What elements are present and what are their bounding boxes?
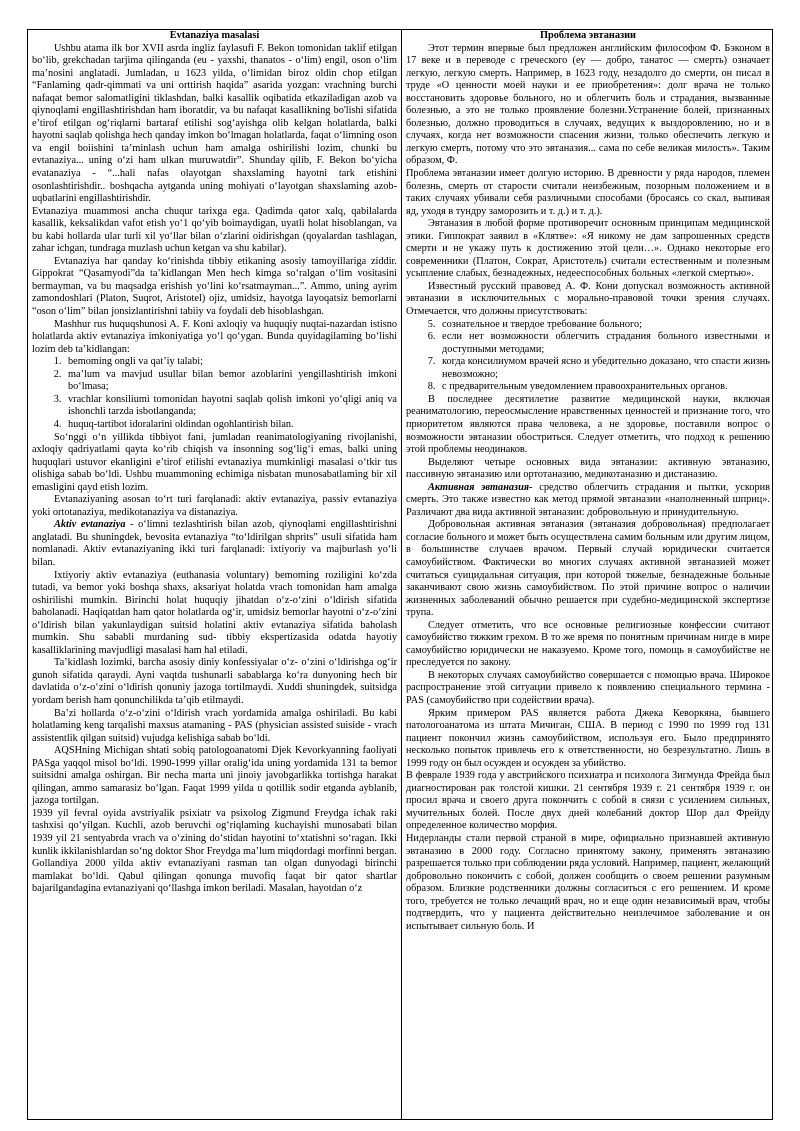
paragraph: В некоторых случаях самоубийство совершается с помощью врача. Широкое распространение этой ситуации привело к появлению специального термина - PAS (самоубийство при содействии врача). <box>406 669 770 706</box>
term-active-euthanasia: Активная эвтаназия- <box>428 481 533 493</box>
paragraph-text: - o‘limni tezlashtirish bilan azob, qiynoqlami engillashtirishni anglatadi. Bu shuningdek, bevosita evtanaziya “to‘ldirilgan shprits” usuli sifatida ham nomlanadi. Aktiv evtanaziyaning ikki turi farqlanadi: ixtiyoriy va majburlash yo‘li bilan. <box>32 519 397 568</box>
paragraph: Evtanaziyaning asosan to‘rt turi farqlanadi: aktiv evtanaziya, passiv evtanaziya yoki ortotanaziya, medikotanaziya va distanaziya. <box>32 494 397 518</box>
russian-column <box>402 30 773 1119</box>
paragraph: So‘nggi o‘n yillikda tibbiyot fani, jumladan reanimatologiyaning rivojlanishi, axloqiy qadriyatlami qayta ko‘rib chiqish va insonning sog‘lig‘i emas, balki uning huquqlari ustuvor ekanligini e’tirof etilishi evtanaziya mumkinligi masalasi o‘tkir tus olishiga sabab bo‘ldi. Ushbu muammoning echimiga nisbatan munosabatlaming bir xil emasligini qayd etish lozim. <box>32 431 397 493</box>
paragraph: В последнее десятилетие развитие медицинской науки, включая реаниматологию, переосмысление нравственных ценностей и признание того, что приоритетом являются права человека, а не здоровье, поставили вопрос о возможности эвтаназии обостриться. Следует отметить, что подход к решению этой проблемы неодинаков. <box>406 393 770 456</box>
paragraph: Ixtiyoriy aktiv evtanaziya (euthanasia voluntary) bemoming roziligini ko‘zda tutadi, va bemor yoki boshqa shaxs, aksariyat holatda vrach tomonidan ham amalga oshirilishi mumkin. Birinchi holat huquqiy jihatdan o‘z-o‘zini o‘ldirish sifatida baholanadi. Haqiqatdan ham qator holatlarda og‘ir, umidsiz bemorlar hayotni o‘z-o‘zini o‘ldirish bilan yakunlaydigan suitsid holatini aktiv evtanaziya sifatida baholash mumkin. Shu sababli murdaning sud- tibbiy ekspertizasida odatda hayotiy kasalliklarining mavjudligi masalasi ham hal etiladi. <box>32 569 397 656</box>
paragraph: Gollandiya 2000 yilda aktiv evtanaziyani rasman tan olgan dunyodagi birinchi mamlakat bo‘ldi. Qabul qilingan qonunga muvofiq faqat bir qator shartlar bajarilgandagina evtanaziyani qo‘llashga imkon beriladi. Masalan, hayotdan o‘z <box>32 858 397 895</box>
paragraph-text: средство облегчить страдания и пытки, ускорив смерть. Это также известно как метод прямой эвтаназии «наполненный шприц». Различают два вида активной эвтаназии: добровольную и принудительную. <box>406 481 771 518</box>
uzbek-title: Evtanaziya masalasi <box>169 30 260 41</box>
paragraph: Этот термин впервые был предложен английским философом Ф. Бэконом в 17 веке и в переводе с греческого (еу — добро, танатос — смерть) означает легкую, легкую смерть. Например, в 1623 году, незадолго до смерти, он писал в труде «О ценности моей науки и ее приобретения»: долг врача не только восстановить здоровье больного, но и облегчить боль и страдания, вызванные болезнью, а это не только проявление болезни.Устранение болей, признанных болезнью, должно проводиться в случаях, ведущих к выздоровлению, но и в случаях, когда нет возможности спасения жизни, только обеспечить легкую и легкую смерть, потому что это эвтаназия... сама по себе великая милость». Таким образом, Ф. <box>406 42 770 167</box>
paragraph: Нидерланды стали первой страной в мире, официально признавшей активную эвтаназию в 2000 году. Согласно принятому закону, применять эвтаназию разрешается только при соблюдении ряда условий. Например, пациент, желающий добровольно покончить с собой, должен сообщить о своем решении разумным образом. Близкие родственники должны согласиться с его решением. И кроме того, требуется не только лечащий врач, но и еще один независимый врач, чтобы подтвердить, что у пациента действительно неизлечимое заболевание и он испытывает сильную боль. И <box>406 833 770 932</box>
russian-title: Проблема эвтаназии <box>540 30 636 41</box>
paragraph: Ushbu atama ilk bor XVII asrda ingliz faylasufi F. Bekon tomonidan taklif etilgan bo‘lib, grekchadan tarjima qilinganda (eu - yaxshi, thanatos - o‘lim) engil, oson o‘lim ma’nosini anglatadi. Jumladan, u 1623 yilda, o‘limidan biroz oldin chop etilgan “Fanlaming qadr-qimmati va uni orttirish haqida” asarida yozgan: vrachning burchi nafaqat bemor salomatligini tiklashdan, balki kasallik oqibatida etkaziladigan azob va qiynoqlami engillashtirishdan ham iboratdir, va bu nafaqat kasallikning bo'lishi sifatida e’tirof etilgan og‘riqlarni bartaraf etilishi sog‘ayishga olib kelgan holatlarda, balki hayotni saqlab qolishga hech qanday imkon bo‘lmagan holatlarda, faqat o‘limning oson va engil boiishini ta’minlash uchun ham amalga oshirilishi lozim, chunki bu evtanaziya... uning o‘zi ham ulkan muruwatdir”. Shunday qilib, F. Bekon bo‘yicha evatanaziya - “...hali nafas olayotgan shaxslaming hayotni tark etishini osonlashtirishdir.. boshqacha aytganda uning mohiyati o‘layotgan shaxslaming azob- uqbatlarini engillashtirishdir. <box>32 42 397 205</box>
paragraph: Выделяют четыре основных вида эвтаназии: активную эвтаназию, пассивную эвтаназию или ортотаназию, медикотаназию и дистаназию. <box>406 456 770 481</box>
conditions-list <box>406 319 770 394</box>
list-item: 6. если нет возможности облегчить страдания больного известными и доступными методами; <box>438 331 770 356</box>
paragraph: Известный русский правовед А. Ф. Кони допускал возможность активной эвтаназии в исключительных с морально-правовой точки зрения случаях. Отмечается, что должны присутствовать: <box>406 280 770 318</box>
conditions-list <box>32 356 397 431</box>
list-item: 8. с предварительным уведомлением правоохранительных органов. <box>438 381 770 394</box>
paragraph: Ba’zi hollarda o‘z-o‘zini o‘ldirish vrach yordamida amalga oshiriladi. Bu kabi holatlaming keng tarqalishi maxsus atamaning - PAS (physician assisted suiside - vrach assistentlik qilgan suitsid) vujudga kelishiga sabab bo‘ldi. <box>32 707 397 744</box>
paragraph: Evtanaziya har qanday ko‘rinishda tibbiy etikaning asosiy tamoyillariga ziddir. Gippokrat “Qasamyodi”da ta’kidlangan Men hech kimga so‘ralgan o‘lim vositasini bermayman, va bu maqsadga erishish yo‘lini ko‘rsatmayman...”. Ammo, uning ayrim zamondoshlari (Platon, Suqrot, Aristotel) ojiz, umidsiz, hayotga layoqatsiz bemorlarni “oson o‘lim” bilan jonsizlantirishni tabiiy va foydali deb hisoblashgan. <box>32 255 397 318</box>
paragraph <box>32 519 397 569</box>
paragraph <box>406 482 770 520</box>
paragraph: Проблема эвтаназии имеет долгую историю. В древности у ряда народов, племен болезнь, смерть от старости считали неизбежным, позорным положением и в таких случаях убивали себя различными способами (бросаясь со скал, выпивая яд, уходя в тундру заморозить и т. д.) и т. д.). <box>406 168 770 217</box>
paragraph: Эвтаназия в любой форме противоречит основным принципам медицинской этики. Гиппократ заявил в «Клятве»: «Я никому не дам запрошенных средств смерти и не укажу путь к достижению этой цели…». Однако некоторые его современники (Платон, Сократ, Аристотель) считали естественным и полезным усыпление слабых, безнадежных, недееспособных больных «легкой смертью». <box>406 218 770 280</box>
paragraph: Следует отметить, что все основные религиозные конфессии считают самоубийство тяжким грехом. В то же время по понятным причинам нигде в мире самоубийство юридически не наказуемо. Кроме того, помощь в самоубийстве не преследуется по закону. <box>406 619 770 669</box>
paragraph: AQSHning Michigan shtati sobiq patologoanatomi Djek Kevorkyanning faoliyati PASga yaqqol misol bo‘ldi. 1990-1999 yillar oralig‘ida uning yordamida 131 ta bemor suitsidni amalga oshirgan. Bir necha marta uni jinoiy javobgarlikka tortishga harakat qilingan, ammo samarasiz bo‘lgan. Faqat 1999 yilda u qotillik sodir etganda ayblanib, jazoga tortilgan. <box>32 745 397 807</box>
paragraph: Mashhur rus huquqshunosi A. F. Koni axloqiy va huquqiy nuqtai-nazardan istisno holatlarda aktiv evtanaziya imkoniyatiga yo‘l qo‘ygan. Bunda quyidagilaming bo‘lishi lozim deb ta’kidlangan: <box>32 318 397 355</box>
list-item: 2. ma’lum va mavjud usullar bilan bemor azoblarini yengillashtirish imkoni bo‘lmasa; <box>64 369 397 394</box>
term-active-euthanasia: Aktiv evtanaziya <box>54 519 126 531</box>
paragraph: Evtanaziya muammosi ancha chuqur tarixga ega. Qadimda qator xalq, qabilalarda kasallik, keksalikdan vafot etish yo‘1 qo‘yib boimaydigan, uyatli holat hisoblangan, va bu kabi hollarda ular turli xil yo‘llar bilan o‘zlarini oidirishgan (qoyalardan tashlagan, zahar ichgan, tundraga muzlash uchun ketgan va shu kabilar). <box>32 205 397 255</box>
two-column-document <box>27 29 773 1120</box>
list-item: 1. bemoming ongli va qat’iy talabi; <box>64 356 397 369</box>
list-item: 3. vrachlar konsiliumi tomonidan hayotni saqlab qolish imkoni yo‘qligi aniq va ishonchli tarzda isbotlanganda; <box>64 394 397 419</box>
list-item: 4. huquq-tartibot idoralarini oldindan ogohlantirish bilan. <box>64 419 397 432</box>
paragraph: Ярким примером PAS является работа Джека Кеворкяна, бывшего патологоанатома из штата Мичиган, США. В период с 1990 по 1999 год 131 пациент покончил жизнь самоубийством, используя его. Было предпринято несколько попыток привлечь его к ответственности, но безрезультатно. Лишь в 1999 году он был осужден и осужден за убийство. <box>406 707 770 769</box>
uzbek-column <box>28 30 402 1119</box>
paragraph: Добровольная активная эвтаназия (эвтаназия добровольная) предполагает согласие больного и может быть осуществлена самим больным или другим лицом, в большинстве случаев врачом. Первый случай юридически считается самоубийством. Фактически во многих случаях активной эвтаназией может считаться суицидальная ситуация, при которой тяжелые, безнадежные больные заканчивают свою жизнь самоубийством. По этой причине вопрос о наличии жизненных заболеваний обычно решается при судебно-медицинской экспертизе трупа. <box>406 519 770 619</box>
paragraph: 1939 yil fevral oyida avstriyalik psixiatr va psixolog Zigmund Freydga ichak raki tashxisi qo‘yilgan. Kuchli, azob beruvchi og‘riqlaming kuchayishi munosabati bilan 1939 yil 21 sentyabrda vrach va o‘zining do‘stidan hayotini to‘xtatishni so‘ragan. Ikki kunlik ikkilanishlardan so‘ng doktor Shor Freydga ma’lum miqdordagi morfinni bergan. <box>32 807 397 857</box>
paragraph: Ta’kidlash lozimki, barcha asosiy diniy konfessiyalar o‘z- o‘zini o‘ldirishga og‘ir gunoh sifatida qaraydi. Ayni vaqtda tushunarli sabablarga ko‘ra dunyoning hech bir davlatida o‘z-o‘zini o‘ldirish qonuniy jazoga tortilmaydi. Xuddi shuningdek, suitsidga yordam berish ham qonunchilikda ta’qib etilmaydi. <box>32 657 397 706</box>
paragraph: В феврале 1939 года у австрийского психиатра и психолога Зигмунда Фрейда был диагностирован рак толстой кишки. 21 сентября 1939 г. 21 сентября 1939 г. он просил врача и своего друга покончить с собой в связи с усилением сильных, мучительных болей. После двух дней колебаний доктор Шор дал Фрейду определенное количество морфия. <box>406 770 770 832</box>
list-item: 5. сознательное и твердое требование больного; <box>438 319 770 332</box>
list-item: 7. когда консилиумом врачей ясно и убедительно доказано, что спасти жизнь невозможно; <box>438 356 770 381</box>
